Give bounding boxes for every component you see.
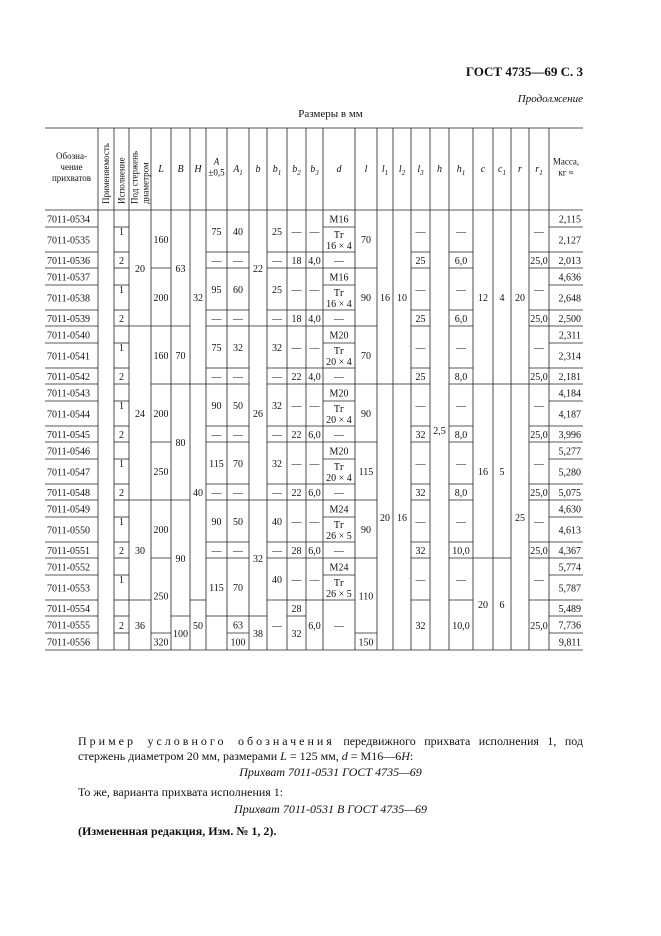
cell-d: — (334, 621, 344, 632)
cell-b1: — (272, 488, 282, 499)
example-d-value: = М16—6 (350, 749, 402, 763)
cell-A1: — (233, 546, 243, 557)
cell-b2: — (291, 401, 302, 412)
cell-l3: — (415, 575, 426, 586)
designation-cell: 7011-0542 (47, 372, 90, 383)
designation-cell: 7011-0547 (47, 467, 90, 479)
cell-A1: 40 (233, 227, 243, 238)
cell-b3: — (309, 343, 320, 354)
header-b2: $b_2$ (292, 164, 301, 177)
cell-A1: — (233, 256, 243, 267)
cell-isp: 2 (119, 546, 124, 557)
cell-h1: 8,0 (454, 430, 468, 441)
cell-A1: — (233, 314, 243, 325)
cell-r1: 25,0 (530, 621, 548, 632)
cell-A: — (211, 256, 222, 267)
designation-cell: 7011-0552 (47, 562, 90, 574)
cell-H: 32 (193, 293, 203, 304)
cell-A1: — (233, 430, 243, 441)
example-spaced-words: Пример условного обозначения (78, 734, 335, 748)
cell-l3: 25 (415, 372, 426, 383)
designation-cell: 7011-0554 (47, 604, 90, 615)
cell-A: 115 (209, 459, 224, 470)
cell-d: М24 (329, 562, 349, 574)
mass-cell: 4,367 (558, 546, 581, 557)
cell-c: 12 (478, 293, 488, 304)
cell-b1: — (272, 256, 282, 267)
cell-b3: 6,0 (308, 621, 321, 632)
cell-b3: 4,0 (308, 314, 321, 325)
cell-isp: 1 (119, 459, 124, 470)
example-d-tolerance: H (401, 749, 410, 763)
cell-l3: — (415, 459, 426, 470)
cell-b: 26 (253, 409, 263, 420)
cell-c1: 6 (499, 600, 505, 611)
mass-cell: 2,314 (558, 351, 581, 363)
cell-r1: — (534, 517, 544, 528)
cell-A1: 63 (233, 620, 243, 632)
mass-cell: 4,613 (558, 525, 581, 537)
header-H: H (194, 164, 202, 175)
cell-l: 90 (361, 293, 371, 304)
header-l3: $l_3$ (417, 164, 424, 177)
designation-cell: 7011-0553 (47, 583, 90, 595)
mass-cell: 5,075 (558, 488, 581, 499)
cell-isp: 2 (119, 256, 124, 267)
cell-b1: — (272, 621, 282, 632)
cell-pod: 36 (135, 621, 145, 632)
cell-d: М24 (329, 504, 349, 516)
header-pod: диаметром (140, 162, 151, 204)
cell-pod: 30 (135, 546, 145, 557)
cell-d: 26 × 5 (326, 531, 352, 542)
cell-h1: 8,0 (454, 488, 468, 499)
cell-A1: 50 (233, 517, 243, 528)
header-h1: $h_1$ (456, 164, 466, 177)
cell-l: 70 (361, 235, 371, 246)
cell-h1: — (456, 401, 466, 412)
cell-A: 90 (211, 517, 222, 528)
cell-A: 115 (209, 583, 224, 594)
cell-B: 100 (173, 629, 188, 640)
cell-L: 200 (153, 293, 169, 304)
header-r1: $r_1$ (535, 164, 543, 177)
cell-b1: 32 (272, 459, 282, 470)
header-b3: $b_3$ (310, 164, 319, 177)
cell-d: 26 × 5 (326, 589, 352, 600)
header-h: h (437, 164, 442, 175)
example-end: : (409, 749, 414, 763)
mass-cell: 5,280 (558, 467, 581, 479)
cell-r1: — (534, 285, 544, 296)
mass-cell: 2,013 (558, 256, 581, 267)
cell-B: 80 (175, 438, 186, 449)
cell-A: 90 (211, 401, 222, 412)
continuation-label: Продолжение (517, 93, 583, 105)
cell-B: 63 (175, 264, 186, 275)
cell-c: 16 (478, 467, 488, 478)
cell-b3: 4,0 (308, 372, 321, 383)
cell-b2: 18 (291, 314, 302, 325)
cell-b3: — (309, 227, 320, 238)
header-desig: прихватов (51, 173, 92, 183)
designation-cell: 7011-0555 (47, 620, 90, 632)
cell-isp: 1 (119, 285, 124, 296)
mass-cell: 4,184 (558, 388, 581, 400)
cell-d: — (334, 256, 344, 267)
cell-l: 150 (358, 637, 374, 649)
cell-L: 250 (153, 467, 169, 478)
cell-b1: — (272, 314, 282, 325)
cell-isp: 1 (119, 575, 124, 586)
designation-cell: 7011-0545 (47, 430, 90, 441)
cell-b3: 6,0 (308, 488, 321, 499)
cell-pod: 20 (135, 264, 145, 275)
cell-b1: — (272, 372, 282, 383)
cell-l3: 25 (415, 314, 426, 325)
cell-pod: 24 (135, 409, 145, 420)
cell-d: 16 × 4 (326, 299, 352, 310)
cell-b3: — (309, 285, 320, 296)
cell-d: — (334, 546, 344, 557)
cell-h1: 10,0 (452, 621, 470, 632)
cell-l2: 16 (397, 513, 407, 524)
header-l2: $l_2$ (398, 164, 406, 177)
cell-A: — (211, 314, 222, 325)
header-A1: $A_1$ (233, 164, 243, 177)
designation-cell: 7011-0543 (47, 388, 90, 400)
cell-l1: 16 (380, 293, 390, 304)
cell-b3: 4,0 (308, 256, 321, 267)
cell-l: 110 (358, 591, 374, 603)
cell-b2: — (291, 517, 302, 528)
header-mass: Масса, (552, 156, 580, 167)
cell-isp: 2 (119, 621, 124, 632)
cell-b3: — (309, 575, 320, 586)
example-paragraph (78, 734, 583, 764)
cell-d: М16 (329, 272, 349, 284)
cell-r: 25 (515, 513, 525, 524)
cell-b2: 28 (291, 546, 302, 557)
cell-d: 20 × 4 (326, 415, 352, 426)
designation-cell: 7011-0538 (47, 293, 90, 305)
cell-l2: 10 (397, 293, 407, 304)
cell-b: 22 (253, 264, 263, 275)
cell-isp: 1 (119, 517, 124, 528)
cell-h1: 8,0 (454, 372, 468, 383)
cell-c: 20 (478, 600, 488, 611)
cell-b3: — (309, 401, 320, 412)
designation-cell: 7011-0541 (47, 351, 90, 363)
example-L-value: = 125 мм, (289, 749, 339, 763)
cell-A1: — (233, 372, 243, 383)
designation-cell: 7011-0540 (47, 330, 90, 342)
example-designation: Прихват 7011-0531 ГОСТ 4735—69 (239, 765, 422, 779)
designation-cell: 7011-0548 (47, 488, 90, 499)
designation-cell: 7011-0550 (47, 525, 90, 537)
cell-h1: — (456, 575, 466, 586)
cell-c1: 4 (499, 293, 505, 304)
cell-c1: 5 (499, 467, 505, 478)
cell-A1: 60 (233, 285, 243, 296)
cell-h1: 6,0 (454, 256, 468, 267)
cell-r1: 25,0 (530, 488, 548, 499)
cell-b2: 28 (291, 604, 302, 615)
cell-b: 32 (253, 554, 263, 565)
cell-L: 200 (153, 525, 169, 536)
cell-A: — (211, 430, 222, 441)
header-c1: $c_1$ (498, 164, 506, 177)
cell-A: 95 (211, 285, 222, 296)
cell-L: 160 (153, 235, 169, 246)
cell-l3: — (415, 401, 426, 412)
designation-cell: 7011-0546 (47, 446, 90, 458)
header-mass: кг ≈ (558, 167, 574, 178)
cell-l3: 32 (415, 621, 426, 632)
cell-b2: — (291, 575, 302, 586)
example-text: передвижного прихвата исполнения 1, под стержень диаметром 20 мм, размерами (78, 734, 584, 763)
designation-cell: 7011-0536 (47, 256, 90, 267)
cell-l3: 25 (415, 256, 426, 267)
cell-r: 20 (515, 293, 525, 304)
designation-cell: 7011-0534 (47, 214, 90, 226)
header-prim: Применяемость (101, 143, 111, 204)
cell-d: Тг (333, 404, 345, 415)
cell-A1: 50 (233, 401, 243, 412)
mass-cell: 4,636 (558, 272, 581, 284)
cell-r1: — (534, 459, 544, 470)
cell-H: 50 (193, 621, 203, 632)
header-A: ±0,5 (208, 167, 225, 178)
cell-h1: — (456, 227, 466, 238)
cell-l3: 32 (415, 546, 426, 557)
cell-L: 200 (153, 409, 169, 420)
cell-L: 160 (153, 351, 169, 362)
cell-l3: — (415, 285, 426, 296)
mass-cell: 9,811 (558, 637, 581, 649)
cell-b1: 32 (272, 401, 282, 412)
cell-d: 16 × 4 (326, 241, 352, 252)
header-c: c (480, 164, 486, 175)
designation-cell: 7011-0549 (47, 504, 90, 516)
variant-designation: Прихват 7011-0531 В ГОСТ 4735—69 (234, 802, 427, 816)
cell-d: М20 (329, 388, 349, 400)
cell-d: М20 (329, 330, 349, 342)
cell-d: — (334, 430, 344, 441)
cell-b3: 6,0 (308, 430, 321, 441)
cell-A: — (211, 488, 222, 499)
cell-l3: — (415, 343, 426, 354)
header-A: A (213, 156, 220, 167)
mass-cell: 2,181 (558, 372, 581, 383)
cell-isp: 1 (119, 401, 124, 412)
header-b: b (255, 164, 261, 175)
cell-L: 320 (153, 637, 169, 649)
cell-d: М16 (329, 214, 349, 226)
cell-l3: 32 (415, 488, 426, 499)
cell-l3: — (415, 517, 426, 528)
cell-isp: 2 (119, 488, 124, 499)
cell-b2: — (291, 459, 302, 470)
cell-r1: — (534, 343, 544, 354)
cell-isp: 1 (119, 343, 124, 354)
cell-B: 70 (175, 351, 186, 362)
cell-b2: — (291, 227, 302, 238)
mass-cell: 2,500 (558, 314, 581, 325)
cell-d: Тг (333, 462, 345, 473)
cell-isp: 1 (119, 227, 124, 238)
cell-A1: 70 (233, 459, 243, 470)
cell-l3: — (415, 227, 426, 238)
cell-l3: 32 (415, 430, 426, 441)
cell-A: — (211, 372, 222, 383)
cell-b2: 22 (291, 488, 302, 499)
header-d: d (336, 164, 342, 175)
cell-A: 75 (211, 343, 222, 354)
designation-cell: 7011-0556 (47, 637, 90, 649)
cell-A1: 32 (233, 343, 243, 354)
cell-r1: — (534, 401, 544, 412)
cell-b1: — (272, 430, 282, 441)
cell-r1: 25,0 (530, 256, 548, 267)
mass-cell: 7,736 (558, 620, 581, 632)
header-l1: $l_1$ (381, 164, 389, 177)
mass-cell: 5,774 (558, 562, 581, 574)
cell-d: М20 (329, 446, 349, 458)
cell-A: — (211, 546, 222, 557)
cell-d: Тг (333, 346, 345, 357)
cell-r1: 25,0 (530, 546, 548, 557)
cell-L: 250 (153, 591, 169, 603)
cell-l: 70 (361, 351, 371, 362)
designation-cell: 7011-0544 (47, 409, 90, 421)
cell-B: 90 (175, 554, 186, 565)
cell-d: — (334, 488, 344, 499)
page-header: ГОСТ 4735—69 С. 3 (465, 64, 583, 79)
cell-b3: — (309, 517, 320, 528)
cell-H: 40 (193, 488, 203, 499)
cell-d: Тг (333, 578, 345, 589)
cell-b: 38 (253, 629, 263, 640)
cell-r1: 25,0 (530, 372, 548, 383)
cell-r1: 25,0 (530, 314, 548, 325)
header-pod: Под стержень (129, 150, 140, 204)
mass-cell: 2,115 (558, 214, 581, 226)
cell-b2: 22 (291, 372, 302, 383)
header-isp: Исполнение (116, 157, 127, 204)
header-desig: Обозна- (56, 151, 87, 161)
cell-b3: 6,0 (308, 546, 321, 557)
cell-h1: — (456, 459, 466, 470)
cell-l: 90 (361, 525, 371, 536)
cell-b1: 25 (272, 285, 282, 296)
cell-d: — (334, 372, 344, 383)
example-d-symbol: d (341, 749, 348, 763)
cell-b2: 32 (291, 629, 302, 640)
cell-A: 75 (211, 227, 222, 238)
cell-h: 2,5 (433, 426, 446, 437)
header-desig: чение (60, 162, 83, 172)
cell-h1: — (456, 343, 466, 354)
designation-cell: 7011-0535 (47, 235, 90, 247)
cell-d: Тг (333, 520, 345, 531)
header-l: l (364, 164, 368, 175)
cell-b3: — (309, 459, 320, 470)
mass-cell: 4,630 (558, 504, 581, 516)
cell-b1: 25 (272, 227, 282, 238)
cell-A1: 100 (230, 637, 246, 649)
mass-cell: 2,127 (558, 235, 581, 247)
header-b1: $b_1$ (272, 164, 282, 177)
cell-A1: 70 (233, 583, 243, 594)
cell-b2: — (291, 343, 302, 354)
header-B: B (177, 164, 184, 175)
designation-cell: 7011-0539 (47, 314, 90, 325)
cell-h1: — (456, 517, 466, 528)
cell-h1: — (456, 285, 466, 296)
header-r: r (518, 164, 522, 175)
cell-d: — (334, 314, 344, 325)
cell-r1: 25,0 (530, 430, 548, 441)
cell-b1: 32 (272, 343, 282, 354)
revision-note: (Измененная редакция, Изм. № 1, 2). (78, 824, 277, 838)
cell-r1: — (534, 227, 544, 238)
cell-d: Тг (333, 288, 345, 299)
example-L-symbol: L (280, 749, 287, 763)
dimensions-note: Размеры в мм (298, 108, 363, 120)
header-L: L (158, 164, 164, 175)
mass-cell: 5,277 (558, 446, 581, 458)
mass-cell: 4,187 (558, 409, 581, 421)
mass-cell: 2,311 (558, 330, 581, 342)
cell-b2: — (291, 285, 302, 296)
cell-d: Тг (333, 230, 345, 241)
cell-l: 90 (361, 409, 371, 420)
cell-A1: — (233, 488, 243, 499)
cell-isp: 2 (119, 314, 124, 325)
cell-h1: 10,0 (452, 546, 470, 557)
cell-d: 20 × 4 (326, 473, 352, 484)
cell-b2: 22 (291, 430, 302, 441)
mass-cell: 5,489 (558, 604, 581, 615)
cell-h1: 6,0 (454, 314, 468, 325)
cell-b1: — (272, 546, 282, 557)
cell-d: 20 × 4 (326, 357, 352, 368)
designation-cell: 7011-0551 (47, 546, 90, 557)
cell-b2: 18 (291, 256, 302, 267)
mass-cell: 3,996 (558, 430, 581, 441)
cell-r1: — (534, 575, 544, 586)
mass-cell: 2,648 (558, 293, 581, 305)
cell-isp: 2 (119, 430, 124, 441)
cell-l1: 20 (380, 513, 390, 524)
variant-intro: То же, варианта прихвата исполнения 1: (78, 785, 284, 799)
cell-l: 115 (358, 467, 374, 478)
designation-cell: 7011-0537 (47, 272, 90, 284)
cell-isp: 2 (119, 372, 124, 383)
cell-b1: 40 (272, 517, 282, 528)
mass-cell: 5,787 (558, 583, 581, 595)
cell-b1: 40 (272, 575, 282, 586)
